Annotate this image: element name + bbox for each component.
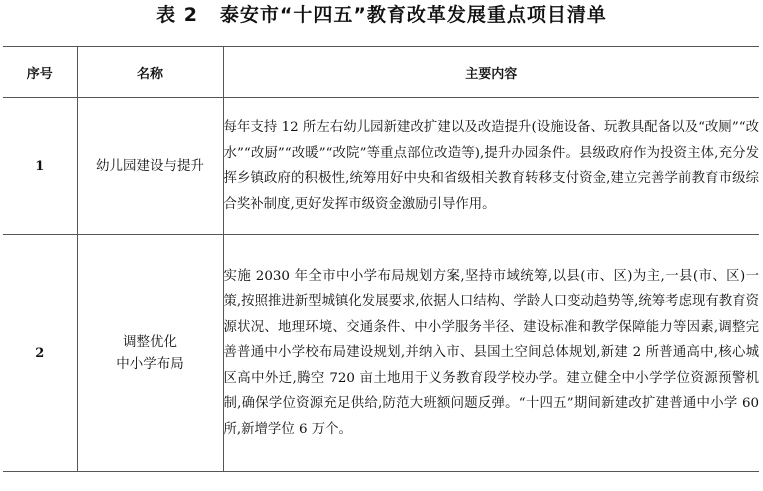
row-content: 实施 2030 年全市中小学布局规划方案,坚持市域统筹,以县(市、区)为主,一县(市、区)一策,按照推进新型城镇化发展要求,依据人口结构、学龄人口变动趋势等,统筹考虑现有教育资源状况、地理环境、交通条件、中小学服务半径、建设标准和教学保障能力等因素,调整完善普通中小学校布局建设规划,并纳入市、县国土空间总体规划,新建 2 所普通高中,核心城区高中外迁,腾空 720 亩土地用于义务教育段学校办学。建立健全中小学学位资源预警机制,确保学位资源充足供给,防范大班额问题反弹。“十四五”期间新建改扩建普通中小学 60 所,新增学位 6 万个。 [223, 235, 759, 472]
header-content: 主要内容 [223, 47, 759, 98]
table-row [3, 235, 759, 472]
table-label: 表 2 [156, 4, 198, 26]
project-table [3, 46, 759, 472]
row-content: 每年支持 12 所左右幼儿园新建改扩建以及改造提升(设施设备、玩教具配备以及“改厕”“改水”“改厨”“改暖”“改院”等重点部位改造等),提升办园条件。县级政府作为投资主体,充分发挥乡镇政府的积极性,统筹用好中央和省级相关教育转移支付资金,建立完善学前教育市级综合奖补制度,更好发挥市级资金激励引导作用。 [223, 98, 759, 235]
table-row [3, 98, 759, 235]
row-name-cell [77, 235, 223, 472]
row-name: 调整优化 中小学布局 [116, 334, 184, 372]
row-number: 1 [3, 98, 77, 235]
header-name: 名称 [77, 47, 223, 98]
table-title-text: 泰安市“十四五”教育改革发展重点项目清单 [219, 4, 607, 26]
row-name-cell [77, 98, 223, 235]
row-number: 2 [3, 235, 77, 472]
table-header-row [3, 47, 759, 98]
row-name: 幼儿园建设与提升 [96, 158, 204, 174]
table-title [0, 2, 763, 28]
header-number: 序号 [3, 47, 77, 98]
